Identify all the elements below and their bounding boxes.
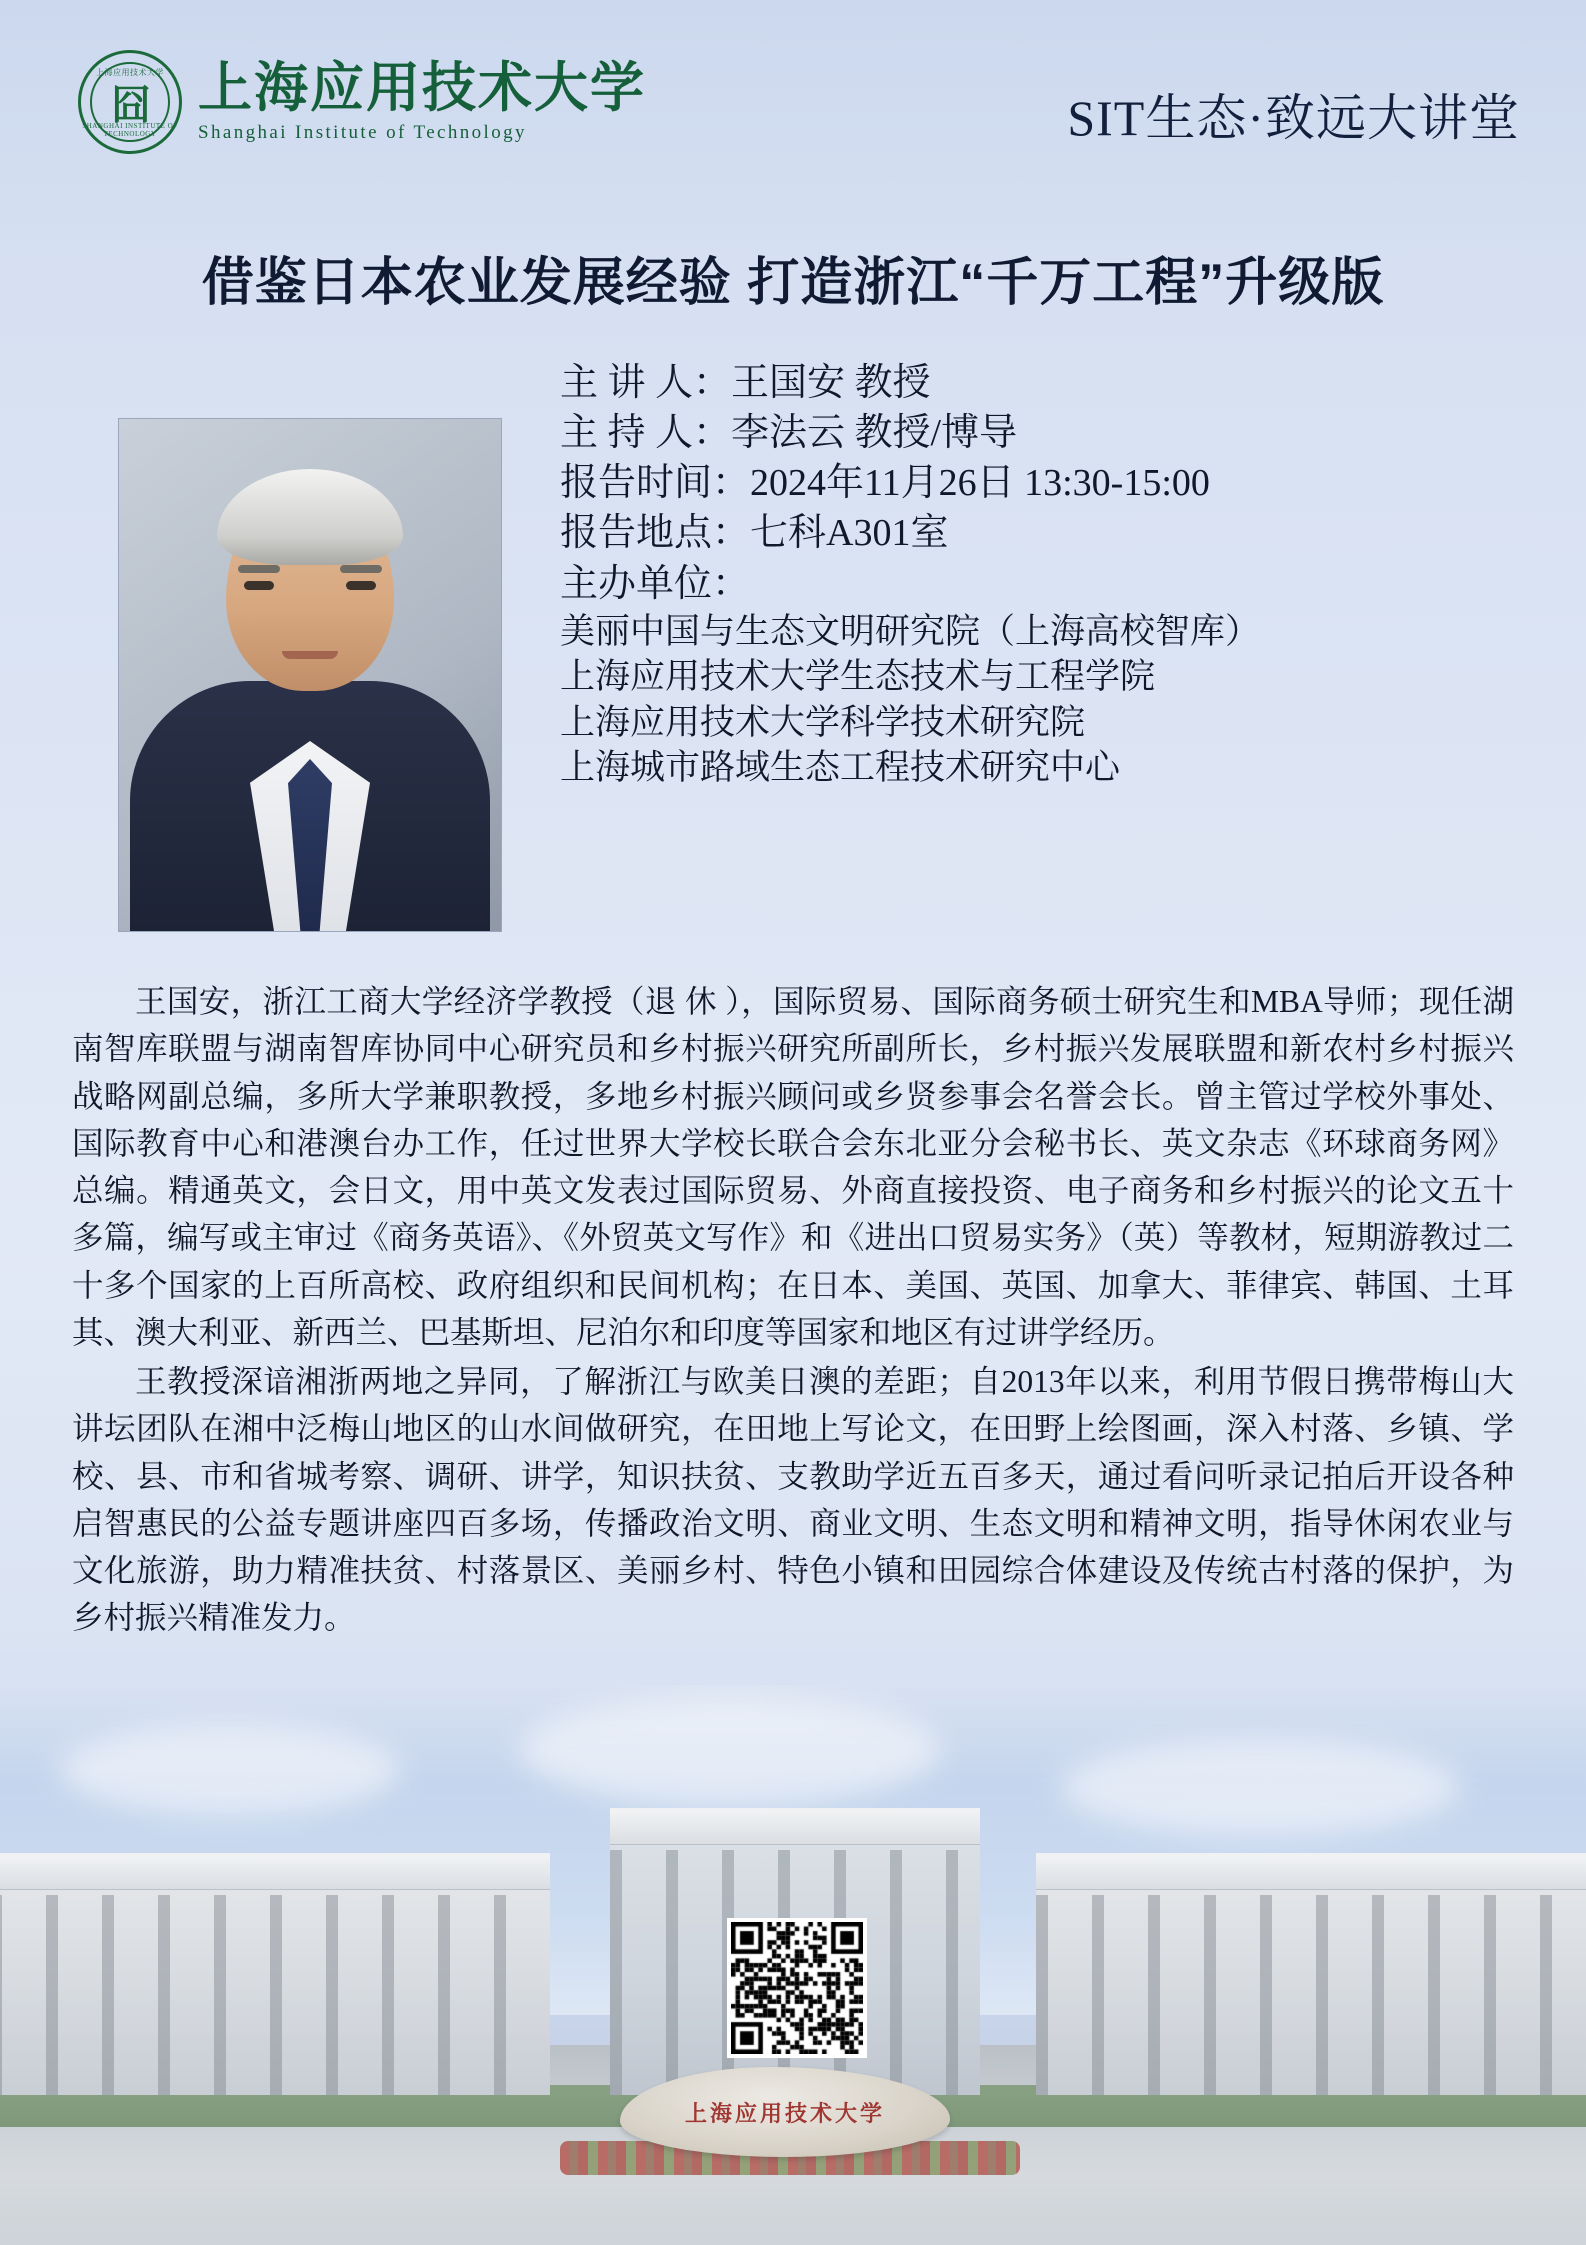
info-row-host (560, 408, 1500, 458)
bio-paragraph-2: 王教授深谙湘浙两地之异同，了解浙江与欧美日澳的差距；自2013年以来，利用节假日携带梅山大讲坛团队在湘中泛梅山地区的山水间做研究，在田地上写论文，在田野上绘图画，深入村落、乡镇、学校、县、市和省城考察、调研、讲学，知识扶贫、支教助学近五百多天，通过看问听录记拍后开设各种启智惠民的公益专题讲座四百多场，传播政治文明、商业文明、生态文明和精神文明，指导休闲农业与文化旅游，助力精准扶贫、村落景区、美丽乡村、特色小镇和田园综合体建设及传统古村落的保护，为乡村振兴精准发力。 (72, 1364, 1514, 1636)
university-name-en: Shanghai Institute of Technology (198, 122, 527, 144)
columns (1036, 1895, 1586, 2095)
roofline (1036, 1855, 1586, 1890)
time-label: 报告时间： (560, 462, 751, 505)
portrait-mouth (282, 651, 338, 659)
qr-code-image (731, 1922, 863, 2054)
page-title: 借鉴日本农业发展经验 打造浙江“千万工程”升级版 (201, 254, 1385, 312)
campus-stone-text: 上海应用技术大学 (684, 2101, 885, 2126)
info-row-speaker (560, 358, 1500, 408)
speaker-biography (72, 978, 1514, 1644)
university-name-block (198, 57, 646, 145)
host-value: 李法云 教授/博导 (731, 412, 1018, 455)
university-seal-icon (78, 50, 182, 154)
cloud-shape (1060, 1740, 1460, 1835)
university-name-cn: 上海应用技术大学 (198, 57, 646, 118)
cloud-shape (520, 1695, 940, 1805)
info-row-place (560, 508, 1500, 558)
colonnade-left (0, 1853, 550, 2095)
place-label: 报告地点： (560, 512, 751, 555)
speaker-value: 王国安 教授 (731, 362, 931, 404)
organizer-list (560, 609, 1500, 791)
university-logo (78, 50, 646, 154)
portrait-eye-left (244, 581, 274, 590)
colonnade-right (1036, 1853, 1586, 2095)
organizer-item: 上海应用技术大学生态技术与工程学院 (560, 657, 1156, 697)
portrait-eye-right (346, 581, 376, 590)
lecture-info (560, 358, 1500, 791)
place-value: 七科A301室 (750, 512, 949, 555)
poster-header (0, 48, 1586, 178)
organizer-item: 美丽中国与生态文明研究院（上海高校智库） (560, 611, 1261, 651)
time-value: 2024年11月26日 13:30-15:00 (750, 462, 1210, 505)
seal-glyph: 囧 (111, 82, 149, 128)
columns (0, 1895, 550, 2095)
roofline (0, 1855, 550, 1890)
speaker-portrait (118, 418, 502, 932)
qr-code[interactable] (727, 1918, 867, 2058)
lecture-series-title: SIT生态·致远大讲堂 (1067, 90, 1520, 146)
host-label: 主 持 人： (560, 412, 732, 455)
organizer-item: 上海城市路域生态工程技术研究中心 (560, 748, 1121, 788)
organizer-label: 主办单位： (560, 562, 751, 605)
speaker-label: 主 讲 人： (560, 362, 732, 404)
info-row-organizer-label (560, 559, 1500, 609)
cloud-shape (60, 1725, 400, 1815)
organizer-item: 上海应用技术大学科学技术研究院 (560, 702, 1086, 742)
info-row-time (560, 458, 1500, 508)
portrait-eyebrow-left (238, 565, 280, 573)
bio-paragraph-1: 王国安，浙江工商大学经济学教授（退 休 ），国际贸易、国际商务硕士研究生和MBA导师；现任湖南智库联盟与湖南智库协同中心研究员和乡村振兴研究所副所长，乡村振兴发展联盟和新农村乡村振兴战略网副总编，多所大学兼职教授，多地乡村振兴顾问或乡贤参事会名誉会长。曾主管过学校外事处、国际教育中心和港澳台办工作，任过世界大学校长联合会东北亚分会秘书长、英文杂志《环球商务网》总编。精通英文，会日文，用中英文发表过国际贸易、外商直接投资、电子商务和乡村振兴的论文五十多篇，编写或主审过《商务英语》、《外贸英文写作》和《进出口贸易实务》（英）等教材，短期游教过二十多个国家的上百所高校、政府组织和民间机构；在日本、美国、英国、加拿大、菲律宾、韩国、土耳其、澳大利亚、新西兰、巴基斯坦、尼泊尔和印度等国家和地区有过讲学经历。 (72, 984, 1514, 1350)
seal-arc-bottom-text: SHANGHAI INSTITUTE OF TECHNOLOGY (82, 122, 178, 138)
roofline (610, 1810, 980, 1845)
seal-arc-top-text: 上海应用技术大学 (96, 68, 164, 77)
portrait-eyebrow-right (340, 565, 382, 573)
